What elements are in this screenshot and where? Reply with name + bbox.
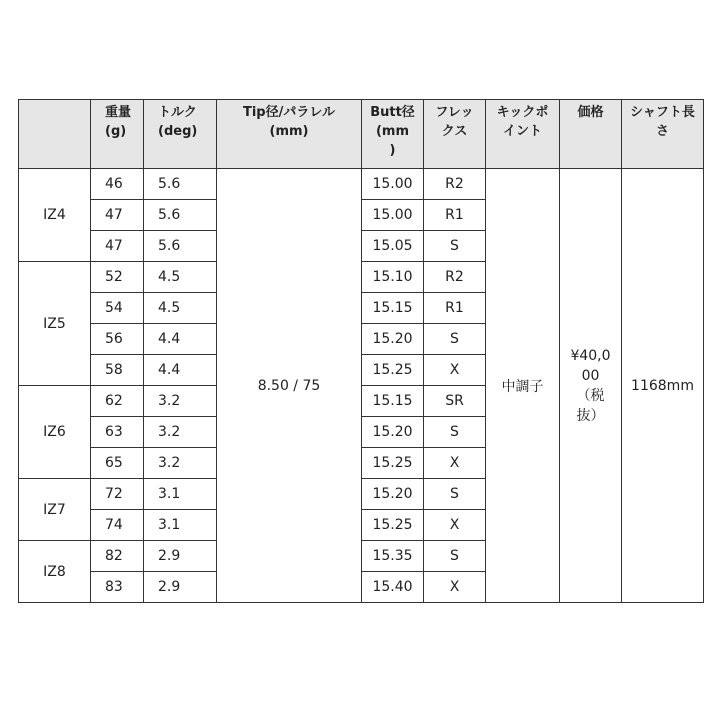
- butt-cell: 15.00: [362, 169, 424, 200]
- model-cell: IZ8: [19, 541, 91, 603]
- header-price: [560, 100, 622, 169]
- price-line3: （税: [576, 387, 605, 404]
- flex-cell: S: [424, 417, 486, 448]
- header-length-line1: シャフト長: [630, 105, 695, 120]
- header-price-line1: 価格: [577, 105, 604, 120]
- model-cell: IZ4: [19, 169, 91, 262]
- header-torque-line2: (deg): [158, 124, 198, 139]
- header-blank: [19, 100, 91, 169]
- butt-cell: 15.20: [362, 479, 424, 510]
- torque-cell: 2.9: [144, 572, 217, 603]
- weight-cell: 74: [91, 510, 144, 541]
- flex-cell: X: [424, 355, 486, 386]
- weight-cell: 47: [91, 200, 144, 231]
- butt-cell: 15.20: [362, 324, 424, 355]
- header-tip: [217, 100, 362, 169]
- flex-cell: R2: [424, 169, 486, 200]
- flex-cell: X: [424, 448, 486, 479]
- butt-cell: 15.35: [362, 541, 424, 572]
- header-length: [622, 100, 704, 169]
- shaft-spec-table: [18, 99, 704, 603]
- torque-cell: 3.1: [144, 510, 217, 541]
- table-row: [19, 169, 704, 200]
- header-flex-line1: フレッ: [435, 105, 474, 120]
- torque-cell: 5.6: [144, 169, 217, 200]
- flex-cell: X: [424, 572, 486, 603]
- weight-cell: 58: [91, 355, 144, 386]
- tip-cell: 8.50 / 75: [217, 169, 362, 603]
- butt-cell: 15.25: [362, 448, 424, 479]
- torque-cell: 5.6: [144, 231, 217, 262]
- kick-cell: 中調子: [486, 169, 560, 603]
- header-kick-line2: イント: [502, 124, 542, 139]
- header-flex: [424, 100, 486, 169]
- torque-cell: 4.4: [144, 355, 217, 386]
- flex-cell: R1: [424, 293, 486, 324]
- torque-cell: 4.4: [144, 324, 217, 355]
- flex-cell: S: [424, 479, 486, 510]
- weight-cell: 65: [91, 448, 144, 479]
- torque-cell: 3.2: [144, 448, 217, 479]
- flex-cell: R1: [424, 200, 486, 231]
- butt-cell: 15.15: [362, 293, 424, 324]
- torque-cell: 3.1: [144, 479, 217, 510]
- header-butt: [362, 100, 424, 169]
- torque-cell: 3.2: [144, 417, 217, 448]
- header-weight: [91, 100, 144, 169]
- header-torque: [144, 100, 217, 169]
- header-torque-line1: トルク: [158, 105, 197, 120]
- butt-cell: 15.15: [362, 386, 424, 417]
- torque-cell: 5.6: [144, 200, 217, 231]
- header-row: [19, 100, 704, 169]
- price-line4: 抜）: [576, 407, 605, 424]
- weight-cell: 72: [91, 479, 144, 510]
- price-cell: [560, 169, 622, 603]
- weight-cell: 82: [91, 541, 144, 572]
- weight-cell: 83: [91, 572, 144, 603]
- torque-cell: 2.9: [144, 541, 217, 572]
- flex-cell: S: [424, 324, 486, 355]
- torque-cell: 4.5: [144, 293, 217, 324]
- header-tip-line1: Tip径/パラレル: [242, 105, 336, 120]
- weight-cell: 56: [91, 324, 144, 355]
- header-butt-line1: Butt径: [370, 105, 415, 120]
- weight-cell: 62: [91, 386, 144, 417]
- flex-cell: R2: [424, 262, 486, 293]
- model-cell: IZ6: [19, 386, 91, 479]
- model-cell: IZ7: [19, 479, 91, 541]
- torque-cell: 3.2: [144, 386, 217, 417]
- header-length-line2: さ: [655, 124, 669, 139]
- butt-cell: 15.20: [362, 417, 424, 448]
- flex-cell: SR: [424, 386, 486, 417]
- torque-cell: 4.5: [144, 262, 217, 293]
- model-cell: IZ5: [19, 262, 91, 386]
- flex-cell: S: [424, 231, 486, 262]
- butt-cell: 15.05: [362, 231, 424, 262]
- price-line1: ¥40,0: [570, 347, 611, 364]
- length-cell: 1168mm: [622, 169, 704, 603]
- butt-cell: 15.00: [362, 200, 424, 231]
- butt-cell: 15.25: [362, 355, 424, 386]
- header-flex-line2: クス: [441, 124, 468, 139]
- butt-cell: 15.40: [362, 572, 424, 603]
- header-weight-line2: (g): [105, 124, 127, 139]
- header-tip-line2: (mm): [269, 124, 309, 139]
- header-kick: [486, 100, 560, 169]
- butt-cell: 15.10: [362, 262, 424, 293]
- price-line2: 00: [581, 367, 600, 384]
- weight-cell: 47: [91, 231, 144, 262]
- weight-cell: 52: [91, 262, 144, 293]
- weight-cell: 54: [91, 293, 144, 324]
- flex-cell: S: [424, 541, 486, 572]
- weight-cell: 63: [91, 417, 144, 448]
- header-weight-line1: 重量: [105, 105, 132, 120]
- header-kick-line1: キックポ: [496, 105, 549, 120]
- butt-cell: 15.25: [362, 510, 424, 541]
- weight-cell: 46: [91, 169, 144, 200]
- flex-cell: X: [424, 510, 486, 541]
- header-butt-line2: (mm: [375, 124, 410, 139]
- header-butt-line3: ): [389, 143, 396, 158]
